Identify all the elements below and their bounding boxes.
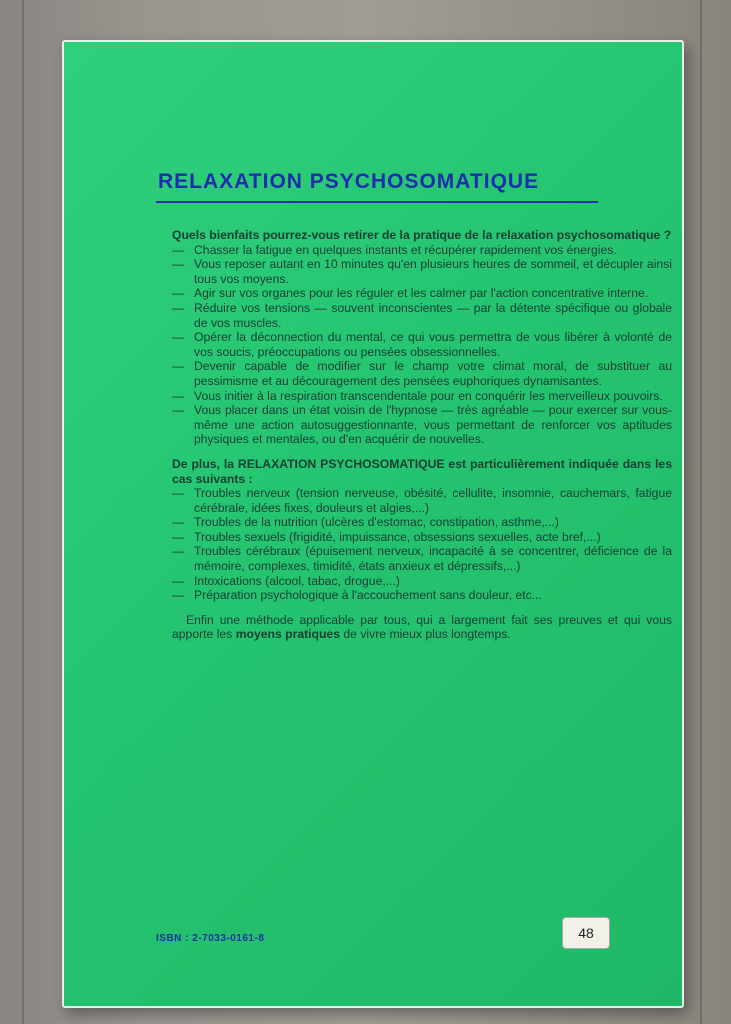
book-title: RELAXATION PSYCHOSOMATIQUE — [158, 170, 540, 193]
benefit-item — [172, 359, 672, 388]
benefits-list — [172, 243, 672, 447]
indication-item-text: Troubles cérébraux (épuisement nerveux, incapacité à se concentrer, déficience de la mémoire, complexes, timidité, états anxieux et dépressifs,...) — [194, 544, 672, 574]
benefit-item — [172, 243, 672, 258]
benefit-item — [172, 257, 672, 286]
indication-item-text: Troubles de la nutrition (ulcères d'estomac, constipation, asthme,...) — [194, 515, 559, 530]
benefit-item — [172, 389, 672, 404]
benefit-item — [172, 301, 672, 330]
indication-item-text: Intoxications (alcool, tabac, drogue,...) — [194, 573, 400, 588]
book-back-cover — [62, 40, 684, 1008]
indications-list — [172, 486, 672, 603]
benefit-item-text: Opérer la déconnection du mental, ce qui vous permettra de vous libérer à volonté de vos soucis, préoccupations ou pensées obsessionnelles. — [194, 330, 672, 359]
benefit-item-text: Vous reposer autant en 10 minutes qu'en plusieurs heures de sommeil, et décupler ainsi tous vos moyens. — [194, 257, 672, 286]
closing-emphasis: moyens pratiques — [235, 627, 340, 642]
benefit-item-text: Réduire vos tensions — souvent inconscientes — par la détente spécifique ou globale de vos muscles. — [194, 300, 672, 330]
list-dash: — — [172, 388, 185, 403]
list-dash: — — [172, 300, 185, 315]
indication-item-text: Troubles sexuels (frigidité, impuissance, obsessions sexuelles, acte bref,...) — [194, 529, 601, 544]
title-underline — [156, 201, 598, 203]
intro-question: Quels bienfaits pourrez-vous retirer de la pratique de la relaxation psychosomatique ? — [172, 228, 672, 242]
list-dash: — — [172, 403, 185, 418]
list-dash: — — [172, 544, 185, 559]
closing-text-end: de vivre mieux plus longtemps. — [340, 627, 511, 642]
list-dash: — — [172, 515, 185, 530]
indications-intro: De plus, la RELAXATION PSYCHOSOMATIQUE est particulièrement indiquée dans les cas suivants : — [172, 456, 672, 486]
benefit-item-text: Vous initier à la respiration transcendentale pour en conquérir les merveilleux pouvoirs. — [194, 388, 663, 403]
indication-item — [172, 588, 672, 603]
benefit-item-text: Agir sur vos organes pour les réguler et les calmer par l'action concentrative interne. — [194, 286, 649, 301]
list-dash: — — [172, 257, 185, 272]
list-dash: — — [172, 588, 185, 603]
list-dash: — — [172, 486, 185, 501]
list-dash: — — [172, 242, 185, 257]
list-dash: — — [172, 573, 185, 588]
indication-item — [172, 515, 672, 530]
list-dash: — — [172, 286, 185, 301]
benefit-item — [172, 403, 672, 447]
benefit-item-text: Chasser la fatigue en quelques instants et récupérer rapidement vos énergies. — [194, 242, 617, 257]
isbn-label: ISBN : 2-7033-0161-8 — [156, 933, 265, 944]
list-dash: — — [172, 330, 185, 345]
list-dash: — — [172, 359, 185, 374]
closing-paragraph — [172, 613, 672, 642]
indication-item — [172, 574, 672, 589]
benefit-item — [172, 286, 672, 301]
indication-item — [172, 544, 672, 573]
benefit-item-text: Devenir capable de modifier sur le champ votre climat moral, de substituer au pessimisme et au découragement des pensées euphoriques dynamisantes. — [194, 359, 672, 388]
floor-plank-seam — [22, 0, 24, 1024]
indication-item-text: Préparation psychologique à l'accouchement sans douleur, etc... — [194, 588, 542, 603]
floor-plank-seam — [700, 0, 702, 1024]
benefit-item-text: Vous placer dans un état voisin de l'hypnose — très agréable — pour exercer sur vous-même une action autosuggestionnante, vous permettant de renforcer vos aptitudes physiques et mentales, ou d'en acquérir de nouvelles. — [194, 403, 672, 447]
closing-text-start: Enfin une méthode applicable par tous, qui a largement fait ses preuves et qui vous apporte les — [172, 612, 672, 642]
price-sticker: 48 — [562, 917, 610, 949]
indication-item — [172, 530, 672, 545]
indication-item-text: Troubles nerveux (tension nerveuse, obésité, cellulite, insomnie, cauchemars, fatigue cérébrale, idées fixes, douleurs et algies,...) — [194, 486, 672, 515]
benefit-item — [172, 330, 672, 359]
indication-item — [172, 486, 672, 515]
list-dash: — — [172, 529, 185, 544]
cover-text-block — [172, 228, 672, 642]
